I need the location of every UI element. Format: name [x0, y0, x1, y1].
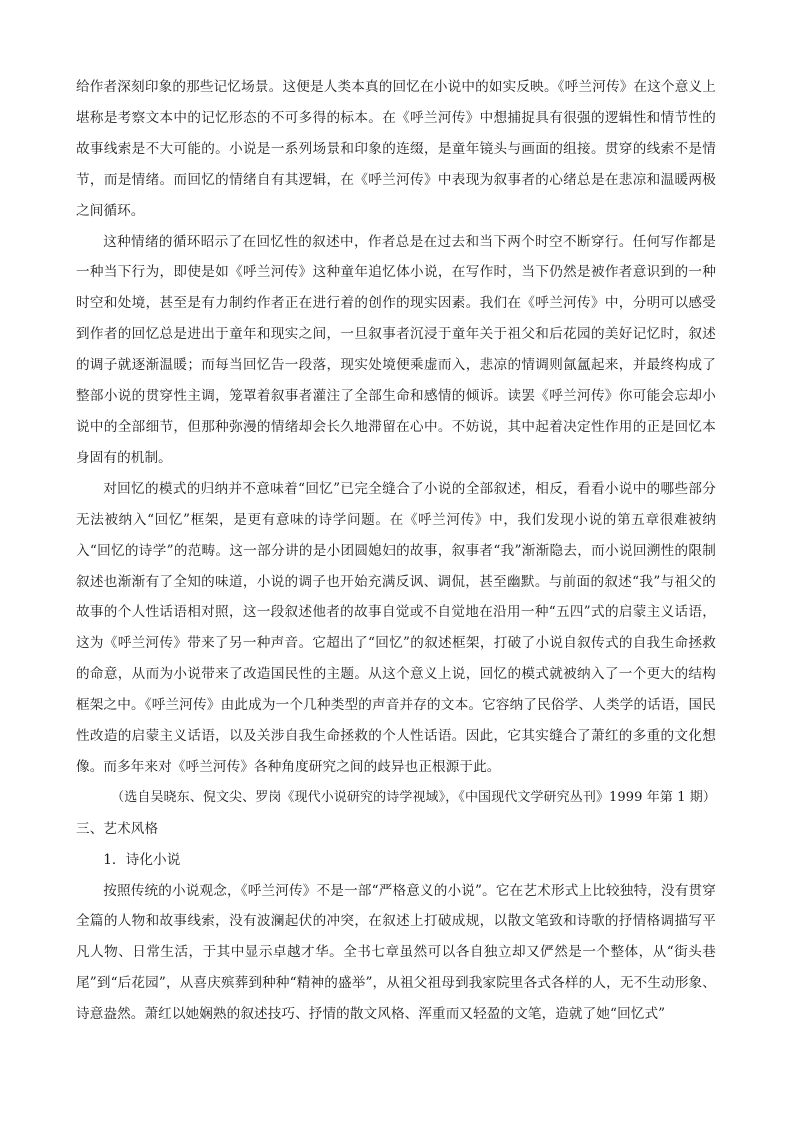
paragraph-emotion-cycle: 这种情绪的循环昭示了在回忆性的叙述中，作者总是在过去和当下两个时空不断穿行。任何写作都是一种当下行为，即使是如《呼兰河传》这种童年追忆体小说，在写作时，当下仍然是被作者意识到的一种时空和处境，甚至是有力制约作者正在进行着的创作的现实因素。我们在《呼兰河传》中，分明可以感受到作者的回忆总是进出于童年和现实之间，一旦叙事者沉浸于童年关于祖父和后花园的美好记忆时，叙述的调子就逐渐温暖；而每当回忆告一段落，现实处境便乘虚而入，悲凉的情调则氤氲起来，并最终构成了整部小说的贯穿性主调，笼罩着叙事者灌注了全部生命和感情的倾诉。读罢《呼兰河传》你可能会忘却小说中的全部细节，但那种弥漫的情绪却会长久地滞留在心中。不妨说，其中起着决定性作用的正是回忆本身固有的机制。	[76, 233, 716, 466]
paragraph-poetic-novel: 按照传统的小说观念，《呼兰河传》不是一部“严格意义的小说”。它在艺术形式上比较独特，没有贯穿全篇的人物和故事线索，没有波澜起伏的冲突，在叙述上打破成规，以散文笔致和诗歌的抒情格调描写平凡人物、日常生活，于其中显示卓越才华。全书七章虽然可以各自独立却又俨然是一个整体，从“街头巷尾”到“后花园”，从喜庆殡葬到种种“精神的盛举”，从祖父祖母到我家院里各式各样的人，无不生动形象、诗意盎然。萧红以她娴熟的叙述技巧、抒情的散文风格、浑重而又轻盈的文笔，造就了她“回忆式”	[76, 882, 716, 1023]
document-page	[76, 72, 716, 1030]
section-heading: 三、艺术风格	[76, 820, 159, 837]
source-citation: （选自吴晓东、倪文尖、罗岗《现代小说研究的诗学视域》，《中国现代文学研究丛刊》1999 年第 1 期）	[111, 789, 716, 805]
subsection-heading: 1．诗化小说	[103, 851, 181, 868]
paragraph-memory-pattern: 对回忆的模式的归纳并不意味着“回忆”已完全缝合了小说的全部叙述，相反，看看小说中的哪些部分无法被纳入“回忆”框架，是更有意味的诗学问题。在《呼兰河传》中，我们发现小说的第五章很难被纳入“回忆的诗学”的范畴。这一部分讲的是小团圆媳妇的故事，叙事者“我”渐渐隐去，而小说回溯性的限制叙述也渐渐有了全知的味道，小说的调子也开始充满反讽、调侃，甚至幽默。与前面的叙述“我”与祖父的故事的个人性话语相对照，这一段叙述他者的故事自觉或不自觉地在沿用一种“五四”式的启蒙主义话语，这为《呼兰河传》带来了另一种声音。它超出了“回忆”的叙述框架，打破了小说自叙传式的自我生命拯救的命意，从而为小说带来了改造国民性的主题。从这个意义上说，回忆的模式就被纳入了一个更大的结构框架之中。《呼兰河传》由此成为一个几种类型的声音并存的文本。它容纳了民俗学、人类学的话语，国民性改造的启蒙主义话语，以及关涉自我生命拯救的个人性话语。因此，它其实缝合了萧红的多重的文化想像。而多年来对《呼兰河传》各种角度研究之间的歧异也正根源于此。	[76, 480, 716, 775]
paragraph-memory-scenes: 给作者深刻印象的那些记忆场景。这便是人类本真的回忆在小说中的如实反映。《呼兰河传》在这个意义上堪称是考察文本中的记忆形态的不可多得的标本。在《呼兰河传》中想捕捉具有很强的逻辑性和情节性的故事线索是不大可能的。小说是一系列场景和印象的连缀，是童年镜头与画面的组接。贯穿的线索不是情节，而是情绪。而回忆的情绪自有其逻辑，在《呼兰河传》中表现为叙事者的心绪总是在悲凉和温暖两极之间循环。	[76, 79, 716, 219]
